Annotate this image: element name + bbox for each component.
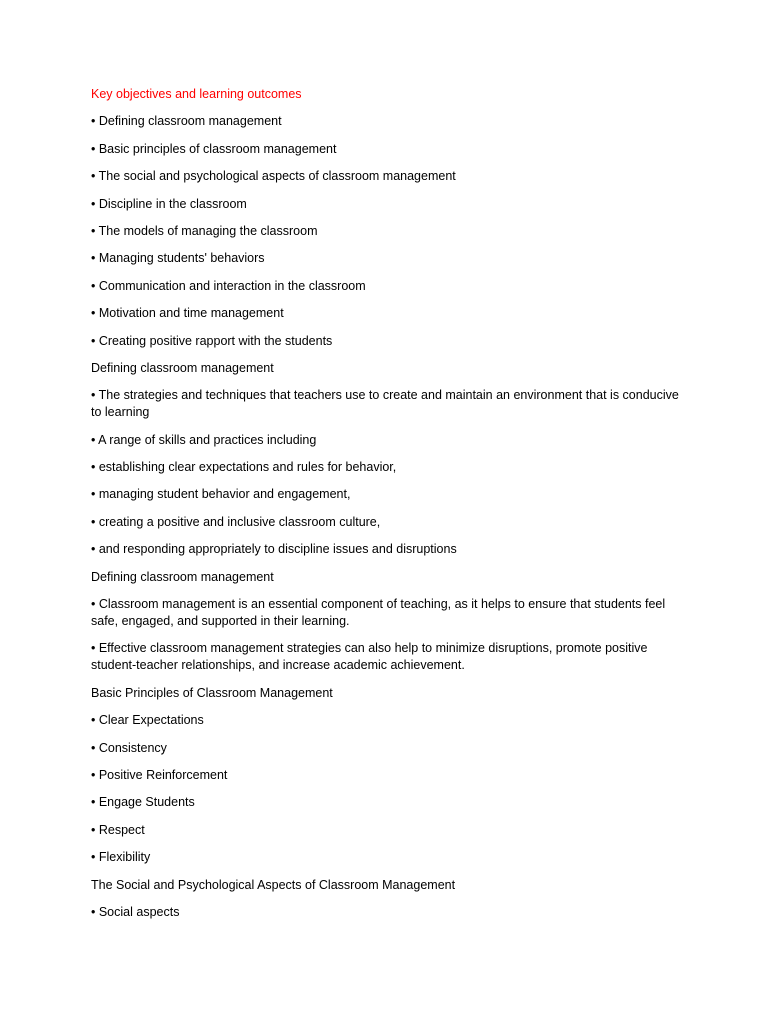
bullet-item: • The social and psychological aspects of classroom management bbox=[91, 169, 456, 184]
bullet-item: • Motivation and time management bbox=[91, 306, 284, 321]
bullet-item: • Flexibility bbox=[91, 850, 151, 865]
bullet-item: • Social aspects bbox=[91, 904, 180, 919]
bullet-item: • Defining classroom management bbox=[91, 114, 282, 129]
bullet-item: • Engage Students bbox=[91, 795, 195, 810]
section-heading: The Social and Psychological Aspects of Classroom Management bbox=[91, 877, 456, 892]
bullet-item: • A range of skills and practices including bbox=[91, 432, 317, 447]
bullet-item: • Respect bbox=[91, 822, 145, 837]
bullet-item: • Effective classroom management strategies can also help to minimize disruptions, promote positive student-teacher relationships, and increase academic achievement. bbox=[91, 641, 648, 673]
bullet-item: • managing student behavior and engagement, bbox=[91, 487, 351, 502]
section-heading: Defining classroom management bbox=[91, 569, 274, 584]
document-title: Key objectives and learning outcomes bbox=[91, 87, 302, 101]
bullet-item: • establishing clear expectations and rules for behavior, bbox=[91, 460, 397, 475]
bullet-item: • Creating positive rapport with the students bbox=[91, 333, 333, 348]
bullet-item: • Positive Reinforcement bbox=[91, 767, 228, 782]
bullet-item: • Classroom management is an essential component of teaching, as it helps to ensure that students feel safe, engaged, and supported in their learning. bbox=[91, 597, 666, 629]
bullet-item: • Basic principles of classroom management bbox=[91, 141, 337, 156]
bullet-item: • Clear Expectations bbox=[91, 713, 204, 728]
bullet-item: • Discipline in the classroom bbox=[91, 196, 247, 211]
document-page bbox=[91, 86, 691, 931]
bullet-item: • and responding appropriately to discipline issues and disruptions bbox=[91, 542, 457, 557]
section-heading: Basic Principles of Classroom Management bbox=[91, 685, 333, 700]
bullet-item: • The models of managing the classroom bbox=[91, 223, 318, 238]
bullet-item: • Managing students' behaviors bbox=[91, 251, 265, 266]
bullet-item: • Consistency bbox=[91, 740, 167, 755]
section-heading: Defining classroom management bbox=[91, 360, 274, 375]
bullet-item: • Communication and interaction in the classroom bbox=[91, 278, 366, 293]
bullet-item: • creating a positive and inclusive classroom culture, bbox=[91, 514, 381, 529]
bullet-item: • The strategies and techniques that teachers use to create and maintain an environment that is conducive to learning bbox=[91, 388, 679, 420]
